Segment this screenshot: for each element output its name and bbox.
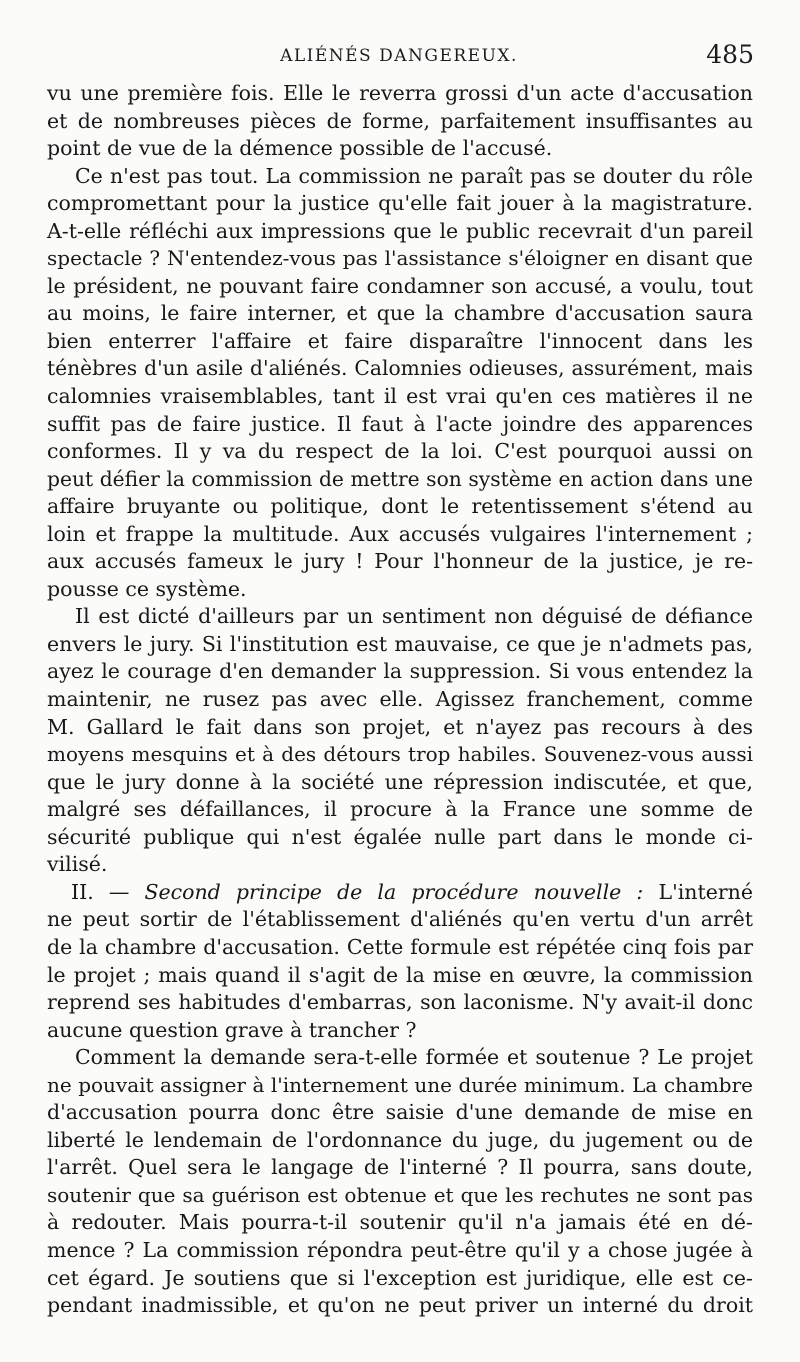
text-line: M. Gallard le fait dans son projet, et n'ayez pas recours à des <box>47 714 753 739</box>
page-number: 485 <box>706 40 754 69</box>
text-line: malgré ses défaillances, il procure à la France une somme de <box>47 797 753 822</box>
section-numeral: II. — <box>71 879 130 904</box>
text-line: point de vue de la démence possible de l'accusé. <box>47 136 553 161</box>
text-line: au moins, le faire interner, et que la chambre d'accusation saura <box>47 301 753 326</box>
text-line: A-t-elle réfléchi aux impressions que le public recevrait d'un pareil <box>47 218 753 243</box>
text-line: et de nombreuses pièces de forme, parfaitement insuffisantes au <box>47 108 753 133</box>
text-line: ne pouvait assigner à l'internement une durée minimum. La chambre <box>47 1072 753 1097</box>
text-line: aucune question grave à trancher ? <box>47 1017 417 1042</box>
text-line: pousse ce système. <box>47 576 247 601</box>
text-line: liberté le lendemain de l'ordonnance du juge, du jugement ou de <box>47 1127 753 1152</box>
page-header <box>44 40 754 74</box>
text-line: Comment la demande sera-t-elle formée et soutenue ? Le projet <box>75 1045 753 1070</box>
text-line: envers le jury. Si l'institution est mauvaise, ce que je n'admets pas, <box>47 631 753 656</box>
text-line: à redouter. Mais pourra-t-il soutenir qu'il n'a jamais été en dé- <box>47 1210 753 1235</box>
text-line: ténèbres d'un asile d'aliénés. Calomnies odieuses, assurément, mais <box>47 356 753 381</box>
text-line: vilisé. <box>47 852 108 877</box>
text-line: suffit pas de faire justice. Il faut à l'acte joindre des apparences <box>47 411 753 436</box>
text-line: reprend ses habitudes d'embarras, son laconisme. N'y avait-il donc <box>47 990 753 1015</box>
text-line: spectacle ? N'entendez-vous pas l'assistance s'éloigner en disant que <box>47 246 753 271</box>
text-line: mence ? La commission répondra peut-être qu'il y a chose jugée à <box>47 1237 753 1262</box>
text-line: que le jury donne à la société une répression indiscutée, et que, <box>47 769 753 794</box>
text-line: bien enterrer l'affaire et faire disparaître l'innocent dans les <box>47 328 753 353</box>
text-line: Il est dicté d'ailleurs par un sentiment non déguisé de défiance <box>75 604 753 629</box>
text-line: de la chambre d'accusation. Cette formule est répétée cinq fois par <box>47 934 753 959</box>
section-heading-line <box>47 879 753 907</box>
text-line: soutenir que sa guérison est obtenue et que les rechutes ne sont pas <box>47 1182 753 1207</box>
text-line: Ce n'est pas tout. La commission ne paraît pas se douter du rôle <box>75 163 753 188</box>
text-line: compromettant pour la justice qu'elle fait jouer à la magistrature. <box>47 191 753 216</box>
section-heading-rest: L'interné <box>658 879 753 904</box>
text-line: ayez le courage d'en demander la suppression. Si vous entendez la <box>47 659 753 684</box>
text-line: loin et frappe la multitude. Aux accusés vulgaires l'internement ; <box>47 521 753 546</box>
text-line: le projet ; mais quand il s'agit de la mise en œuvre, la commission <box>47 962 753 987</box>
body-text <box>47 80 753 1320</box>
text-line: le président, ne pouvant faire condamner son accusé, a voulu, tout <box>47 273 753 298</box>
text-line: maintenir, ne rusez pas avec elle. Agissez franchement, comme <box>47 687 753 712</box>
text-line: sécurité publique qui n'est égalée nulle part dans le monde ci- <box>47 824 753 849</box>
text-line: calomnies vraisemblables, tant il est vrai qu'en ces matières il ne <box>47 384 753 409</box>
text-line: cet égard. Je soutiens que si l'exception est juridique, elle est ce- <box>47 1265 753 1290</box>
text-line: moyens mesquins et à des détours trop habiles. Souvenez-vous aussi <box>47 742 753 767</box>
text-line: conformes. Il y va du respect de la loi. C'est pourquoi aussi on <box>47 439 753 464</box>
text-line: ne peut sortir de l'établissement d'aliénés qu'en vertu d'un arrêt <box>47 907 753 932</box>
running-head: ALIÉNÉS DANGEREUX. <box>280 46 518 66</box>
text-line: l'arrêt. Quel sera le langage de l'interné ? Il pourra, sans doute, <box>47 1155 753 1180</box>
section-heading: Second principe de la procédure nouvelle : <box>144 879 644 904</box>
text-line: peut défier la commission de mettre son système en action dans une <box>47 466 753 491</box>
text-line: vu une première fois. Elle le reverra grossi d'un acte d'accusation <box>47 81 753 105</box>
text-line: pendant inadmissible, et qu'on ne peut priver un interné du droit <box>47 1293 753 1318</box>
text-line: d'accusation pourra donc être saisie d'une demande de mise en <box>47 1100 753 1125</box>
text-line: affaire bruyante ou politique, dont le retentissement s'étend au <box>47 494 753 519</box>
text-line: aux accusés fameux le jury ! Pour l'honneur de la justice, je re- <box>47 549 753 574</box>
